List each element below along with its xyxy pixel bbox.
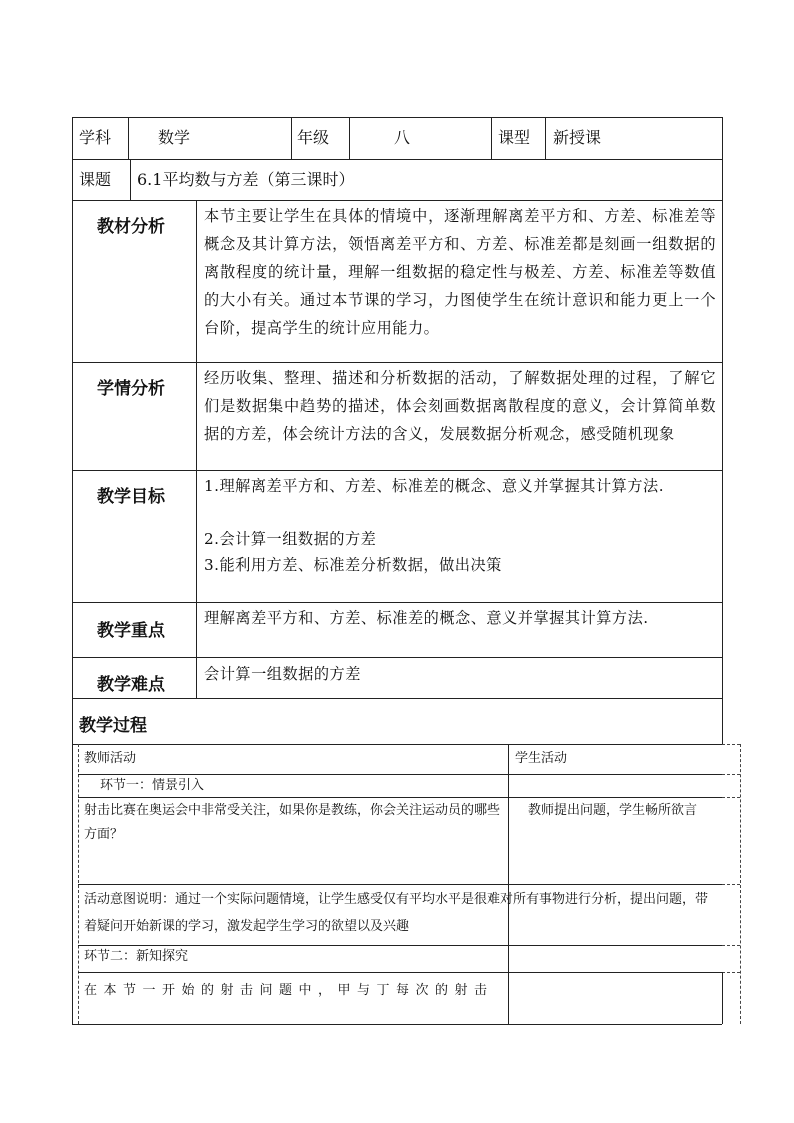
grade-value: 八: [394, 128, 411, 147]
teaching-goal-3: 3.能利用方差、标准差分析数据，做出决策: [204, 556, 502, 574]
type-label: 课型: [498, 128, 531, 147]
step2-title: 环节二：新知探究: [84, 949, 189, 964]
step1-student-text: 教师提出问题，学生畅所欲言: [528, 803, 698, 818]
activity-intent: 活动意图说明：通过一个实际问题情境，让学生感受仅有平均水平是很难对所有事物进行分析，提出问题，带着疑问开始新课的学习，激发起学生学习的欲望以及兴趣: [84, 892, 709, 934]
step2-teacher-text: 在本节一开始的射击问题中，甲与丁每次的射击: [84, 983, 494, 998]
key-point-text: 理解离差平方和、方差、标准差的概念、意义并掌握其计算方法.: [204, 609, 649, 627]
student-activity-header: 学生活动: [515, 751, 568, 766]
material-analysis-text: 本节主要让学生在具体的情境中，逐渐理解离差平方和、方差、标准差等概念及其计算方法，领悟离差平方和、方差、标准差都是刻画一组数据的离散程度的统计量，理解一组数据的稳定性与极差、方差、标准差等数值的大小有关。通过本节课的学习，力图使学生在统计意识和能力更上一个台阶，提高学生的统计应用能力。: [204, 207, 716, 337]
subject-value: 数学: [158, 128, 191, 147]
teaching-goal-1: 1.理解离差平方和、方差、标准差的概念、意义并掌握其计算方法.: [204, 477, 665, 495]
subject-label: 学科: [79, 128, 112, 147]
student-analysis-label: 学情分析: [97, 379, 165, 399]
difficulty-text: 会计算一组数据的方差: [204, 665, 361, 683]
teaching-goal-2: 2.会计算一组数据的方差: [204, 530, 377, 548]
teaching-goal-label: 教学目标: [97, 487, 165, 507]
difficulty-label: 教学难点: [97, 675, 165, 695]
teacher-activity-header: 教师活动: [84, 751, 137, 766]
topic-value: 6.1平均数与方差（第三课时）: [137, 170, 355, 189]
grade-label: 年级: [297, 128, 330, 147]
student-analysis-text: 经历收集、整理、描述和分析数据的活动，了解数据处理的过程，了解它们是数据集中趋势的描述，体会刻画数据离散程度的意义，会计算简单数据的方差，体会统计方法的含义，发展数据分析观念，感受随机现象: [204, 369, 716, 443]
process-title: 教学过程: [79, 716, 147, 736]
material-analysis-label: 教材分析: [97, 217, 165, 237]
topic-label: 课题: [79, 170, 112, 189]
type-value: 新授课: [553, 128, 602, 147]
step1-teacher-text: 射击比赛在奥运会中非常受关注，如果你是教练，你会关注运动员的哪些方面？: [84, 803, 501, 842]
step1-title: 环节一：情景引入: [100, 778, 205, 793]
key-point-label: 教学重点: [97, 621, 165, 641]
